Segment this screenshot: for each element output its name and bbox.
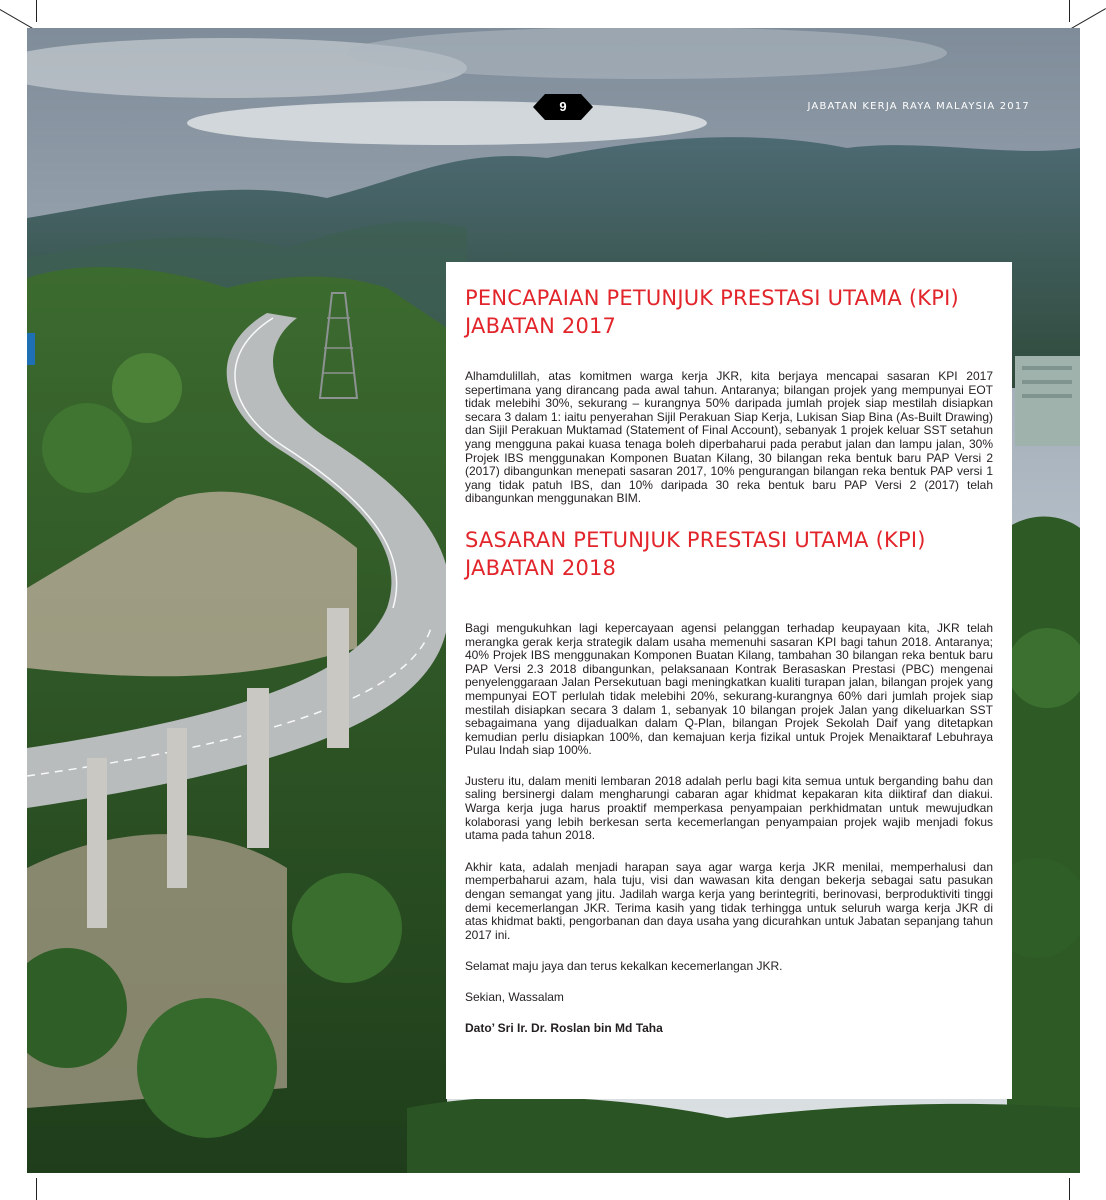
- crop-mark: [1069, 0, 1070, 22]
- paragraph-justeru: Justeru itu, dalam meniti lembaran 2018 adalah perlu bagi kita semua untuk berganding bahu dan saling bersinergi dalam mengharungi cabaran agar khidmat kepakaran kita diiktiraf dan diakui. Warga kerja juga harus proaktif memperkasa penyampaian perkhidmatan untuk mewujudkan kolaborasi yang lebih berkesan serta kecemerlangan penyampaian projek wajib menjadi fokus utama pada tahun 2018.: [465, 773, 993, 843]
- paragraph-kpi-2017: Alhamdulillah, atas komitmen warga kerja JKR, kita berjaya mencapai sasaran KPI 2017 sepertimana yang dirancang pada awal tahun. Antaranya; bilangan projek yang mempunyai EOT tidak melebihi 30%, sekurang – kurangnya 50% daripada jumlah projek siap mestilah disiapkan secara 3 dalam 1: iaitu penyerahan Sijil Perakuan Siap Kerja, Lukisan Siap Bina (As-Built Drawing) dan Sijil Perakuan Muktamad (Statement of Final Account), sebanyak 1 projek keluar SST setahun yang mengguna pakai kuasa tenaga boleh diperbaharui pada perabut jalan dan lampu jalan, 30% Projek IBS menggunakan Komponen Buatan Kilang, 30 bilangan reka bentuk baru PAP Versi 2 (2017) dibangunkan menepati sasaran 2017, 10% pengurangan bilangan reka bentuk PAP versi 1 yang tidak patuh IBS, dan 10% daripada 30 reka bentuk baru PAP Versi 2 (2017) telah dibangunkan menggunakan BIM.: [465, 369, 993, 506]
- page-number: 9: [559, 99, 567, 114]
- heading-kpi-2017: PENCAPAIAN PETUNJUK PRESTASI UTAMA (KPI) JABATAN 2017: [465, 286, 959, 338]
- page-number-badge: [533, 94, 593, 120]
- section-tab: [27, 333, 35, 365]
- paragraph-sekian: Sekian, Wassalam: [465, 990, 564, 1004]
- paragraph-akhir-kata: Akhir kata, adalah menjadi harapan saya agar warga kerja JKR menilai, memperhalusi dan memperbaharui azam, hala tuju, visi dan wawasan kita dengan bekerja sebagai satu pasukan dengan semangat yang jitu. Jadilah warga kerja yang berintegriti, berinovasi, berproduktiviti tinggi demi kecemerlangan JKR. Terima kasih yang tidak terhingga untuk seluruh warga kerja JKR di atas khidmat bakti, pengorbanan dan daya usaha yang dicurahkan untuk Jabatan sepanjang tahun 2017 ini.: [465, 859, 993, 942]
- article-card: [446, 262, 1012, 1099]
- heading-kpi-2018: SASARAN PETUNJUK PRESTASI UTAMA (KPI) JABATAN 2018: [465, 527, 926, 580]
- crop-mark: [36, 0, 37, 22]
- paragraph-selamat: Selamat maju jaya dan terus kekalkan kecemerlangan JKR.: [465, 959, 783, 974]
- crop-mark: [36, 1178, 37, 1200]
- paragraph-kpi-2018: Bagi mengukuhkan lagi kepercayaan agensi pelanggan terhadap keupayaan kita, JKR telah merangka gerak kerja strategik dalam usaha memenuhi sasaran KPI bagi tahun 2018. Antaranya; 40% Projek IBS menggunakan Komponen Buatan Kilang, tambahan 30 bilangan reka bentuk baru PAP Versi 2.3 2018 dibangunkan, pelaksanaan Kontrak Berasaskan Prestasi (PBC) mengenai penyelenggaraan Jalan Persekutuan bagi meningkatkan kualiti turapan jalan, bilangan projek yang mempunyai EOT perlulah tidak melebihi 20%, sekurang-kurangnya 60% dari jumlah projek siap mestilah disiapkan secara 3 dalam 1, sebanyak 10 bilangan projek Jalan yang dikeluarkan SST sebagaimana yang dijadualkan dalam Q-Plan, bilangan Projek Sekolah Daif yang ditetapkan kemudian perlu disiapkan 100%, dan kemajuan kerja fizikal untuk Projek Menaiktaraf Lebuhraya Pulau Indah siap 100%.: [465, 620, 993, 758]
- running-header: JABATAN KERJA RAYA MALAYSIA 2017: [807, 101, 1030, 112]
- crop-mark: [1069, 1178, 1070, 1200]
- signature: Dato’ Sri Ir. Dr. Roslan bin Md Taha: [465, 1020, 663, 1035]
